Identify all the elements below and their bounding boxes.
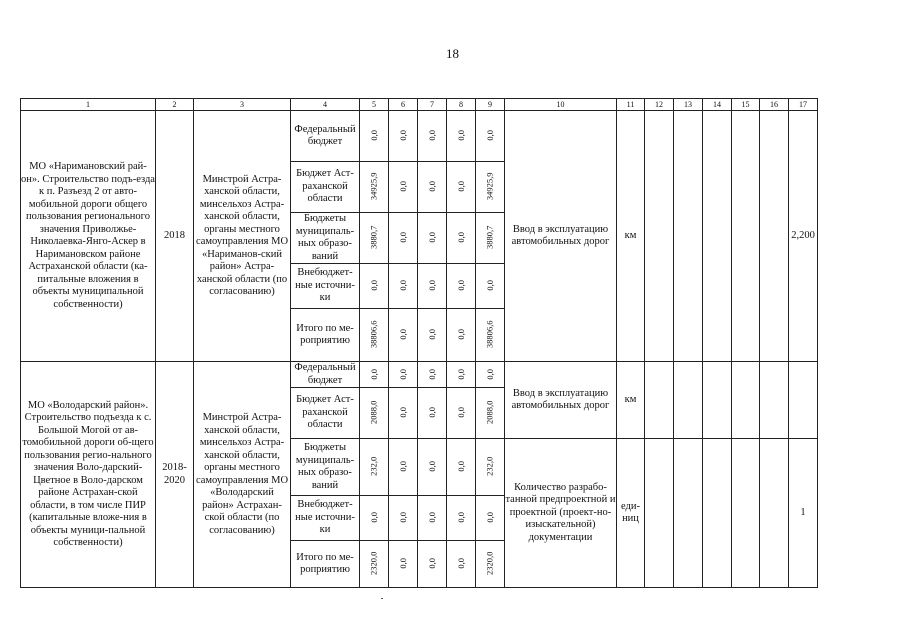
value-cell: 0,0	[389, 541, 418, 588]
value-cell: 0,0	[476, 264, 505, 309]
empty-cell	[674, 439, 703, 588]
value-cell: 2088,0	[360, 388, 389, 439]
unit-cell: еди-ниц	[617, 439, 645, 588]
empty-cell	[703, 111, 732, 362]
col-number: 9	[476, 99, 505, 111]
empty-cell	[703, 439, 732, 588]
value-cell: 0,0	[447, 213, 476, 264]
value-cell: 232,0	[360, 439, 389, 496]
value-cell: 0,0	[389, 496, 418, 541]
funding-source: Федеральный бюджет	[291, 362, 360, 388]
value-cell: 0,0	[389, 264, 418, 309]
col-number: 7	[418, 99, 447, 111]
value-cell: 0,0	[447, 388, 476, 439]
empty-cell	[674, 111, 703, 362]
col-number: 2	[156, 99, 194, 111]
empty-cell	[732, 111, 760, 362]
col-number: 16	[760, 99, 789, 111]
value-cell: 0,0	[447, 162, 476, 213]
value-cell: 0,0	[389, 213, 418, 264]
value-cell: 0,0	[389, 362, 418, 388]
col-number: 11	[617, 99, 645, 111]
value-cell: 0,0	[476, 362, 505, 388]
value-cell: 0,0	[447, 439, 476, 496]
empty-cell	[732, 362, 760, 439]
value-cell: 38806,6	[476, 309, 505, 362]
unit-cell: км	[617, 111, 645, 362]
value-cell: 38806,6	[360, 309, 389, 362]
object-description: МО «Наримановский рай-он». Строительство подъ-езда к п. Разъезд 2 от авто-мобильной дороги общего пользования регионального значения Приволжье-Николаевка-Янго-Аскер в Наримановском районе Астраханской области (ка-питальные вложения в объекты муниципальной собственности)	[21, 111, 156, 362]
col-number: 15	[732, 99, 760, 111]
funding-source: Бюджет Аст-раханской области	[291, 388, 360, 439]
value-cell: 0,0	[418, 213, 447, 264]
funding-source: Федеральный бюджет	[291, 111, 360, 162]
value-cell: 2320,0	[360, 541, 389, 588]
value-cell: 0,0	[418, 496, 447, 541]
col-number: 4	[291, 99, 360, 111]
page-number: 18	[446, 46, 459, 61]
scan-speck	[381, 598, 383, 599]
table-row	[21, 362, 818, 388]
funding-source: Бюджеты муниципаль-ных образо-ваний	[291, 213, 360, 264]
value-cell: 0,0	[447, 264, 476, 309]
value-cell: 0,0	[476, 496, 505, 541]
years-cell: 2018	[156, 111, 194, 362]
col-number: 3	[194, 99, 291, 111]
value-cell: 0,0	[418, 362, 447, 388]
value-cell: 0,0	[389, 439, 418, 496]
empty-cell	[760, 111, 789, 362]
value-cell: 0,0	[418, 111, 447, 162]
target-value: 2,200	[789, 111, 818, 362]
value-cell: 0,0	[360, 496, 389, 541]
value-cell: 0,0	[389, 388, 418, 439]
value-cell: 0,0	[418, 439, 447, 496]
years-cell: 2018-2020	[156, 362, 194, 588]
value-cell: 0,0	[360, 362, 389, 388]
value-cell: 0,0	[389, 162, 418, 213]
col-number: 12	[645, 99, 674, 111]
value-cell: 0,0	[447, 111, 476, 162]
funding-source: Бюджеты муниципаль-ных образо-ваний	[291, 439, 360, 496]
empty-cell	[674, 362, 703, 439]
value-cell: 0,0	[418, 309, 447, 362]
empty-cell	[703, 362, 732, 439]
col-number: 5	[360, 99, 389, 111]
program-table	[20, 98, 818, 588]
value-cell: 0,0	[418, 541, 447, 588]
empty-cell	[645, 362, 674, 439]
empty-cell	[645, 111, 674, 362]
table-row	[21, 111, 818, 162]
result-indicator: Ввод в эксплуатацию автомобильных дорог	[505, 362, 617, 439]
value-cell: 0,0	[447, 496, 476, 541]
funding-source: Внебюджет-ные источни-ки	[291, 264, 360, 309]
empty-cell	[760, 362, 789, 439]
empty-cell	[789, 362, 818, 439]
value-cell: 0,0	[418, 162, 447, 213]
col-number: 10	[505, 99, 617, 111]
funding-source: Итого по ме-роприятию	[291, 309, 360, 362]
col-number: 17	[789, 99, 818, 111]
col-number: 1	[21, 99, 156, 111]
empty-cell	[760, 439, 789, 588]
value-cell: 34925,9	[360, 162, 389, 213]
value-cell: 2088,0	[476, 388, 505, 439]
target-value: 1	[789, 439, 818, 588]
value-cell: 0,0	[360, 264, 389, 309]
value-cell: 0,0	[360, 111, 389, 162]
empty-cell	[732, 439, 760, 588]
value-cell: 3880,7	[360, 213, 389, 264]
value-cell: 34925,9	[476, 162, 505, 213]
object-description: МО «Володарский район». Строительство подъезда к с. Большой Могой от ав-томобильной дороги об-щего пользования регио-нального значения Воло-дарский-Цветное в Воло-дарском районе Астрахан-ской области, в том числе ПИР (капитальные вложе-ния в объекты муници-пальной собственности)	[21, 362, 156, 588]
funding-source: Бюджет Аст-раханской области	[291, 162, 360, 213]
col-number: 8	[447, 99, 476, 111]
col-number: 14	[703, 99, 732, 111]
funding-source: Итого по ме-роприятию	[291, 541, 360, 588]
value-cell: 2320,0	[476, 541, 505, 588]
value-cell: 0,0	[418, 388, 447, 439]
column-number-row	[21, 99, 818, 111]
executors-cell: Минстрой Астра-ханской области, минсельхоз Астра-ханской области, органы местного самоуправления МО «Нариманов-ский район» Астра-ханской области (по согласованию)	[194, 111, 291, 362]
col-number: 6	[389, 99, 418, 111]
value-cell: 232,0	[476, 439, 505, 496]
result-indicator: Ввод в эксплуатацию автомобильных дорог	[505, 111, 617, 362]
funding-source: Внебюджет-ные источни-ки	[291, 496, 360, 541]
result-indicator: Количество разрабо-танной предпроектной и проектной (проект-но-изыскательной) документации	[505, 439, 617, 588]
value-cell: 0,0	[418, 264, 447, 309]
unit-cell: км	[617, 362, 645, 439]
value-cell: 0,0	[389, 309, 418, 362]
value-cell: 0,0	[389, 111, 418, 162]
value-cell: 0,0	[447, 362, 476, 388]
value-cell: 3880,7	[476, 213, 505, 264]
col-number: 13	[674, 99, 703, 111]
executors-cell: Минстрой Астра-ханской области, минсельхоз Астра-ханской области, органы местного самоуправления МО «Володарский район» Астрахан-ской области (по согласованию)	[194, 362, 291, 588]
value-cell: 0,0	[447, 541, 476, 588]
value-cell: 0,0	[447, 309, 476, 362]
value-cell: 0,0	[476, 111, 505, 162]
empty-cell	[645, 439, 674, 588]
